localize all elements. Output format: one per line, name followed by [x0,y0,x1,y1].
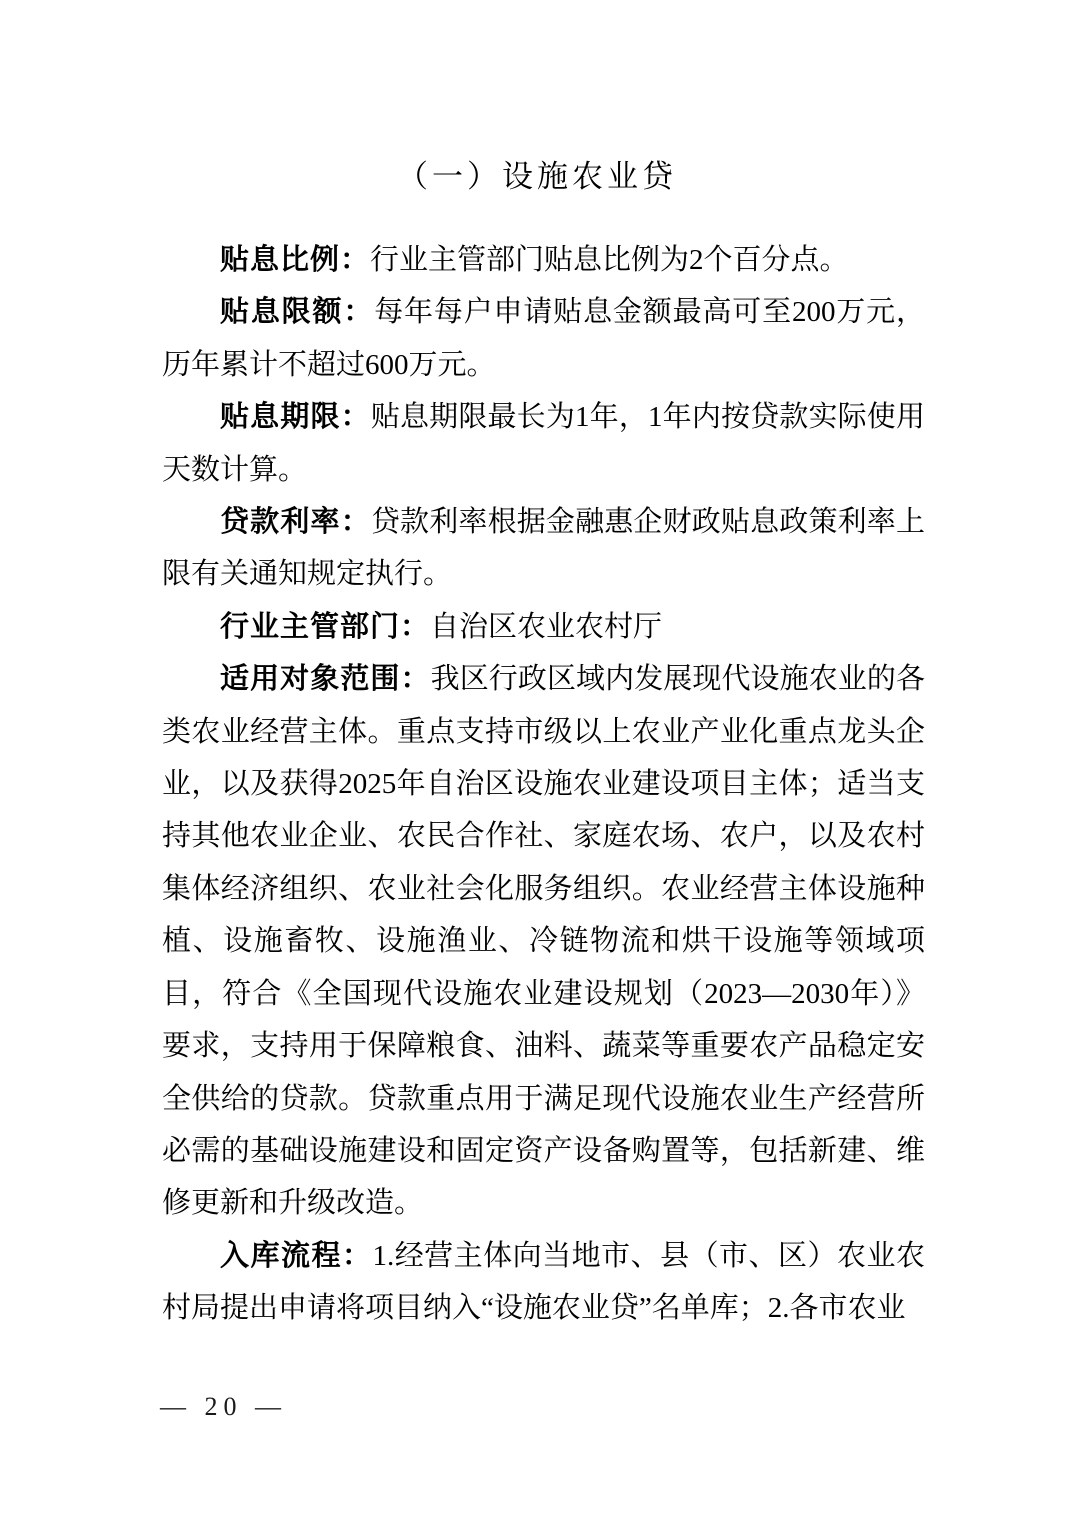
paragraph-label: 适用对象范围： [220,663,431,696]
paragraph-loan-rate [162,496,925,601]
paragraph-label: 贴息限额： [220,296,375,329]
paragraph-subsidy-limit [162,286,925,391]
paragraph-text: 我区行政区域内发展现代设施农业的各类农业经营主体。重点支持市级以上农业产业化重点龙头企业，以及获得2025年自治区设施农业建设项目主体；适当支持其他农业企业、农民合作社、家庭农场、农户，以及农村集体经济组织、农业社会化服务组织。农业经营主体设施种植、设施畜牧、设施渔业、冷链物流和烘干设施等领域项目，符合《全国现代设施农业建设规划（2023—2030年）》要求，支持用于保障粮食、油料、蔬菜等重要农产品稳定安全供给的贷款。贷款重点用于满足现代设施农业生产经营所必需的基础设施建设和固定资产设备购置等，包括新建、维修更新和升级改造。 [162,663,925,1220]
paragraph-text: 贷款利率根据金融惠企财政贴息政策利率上限有关通知规定执行。 [162,506,925,591]
paragraph-subsidy-term [162,391,925,496]
paragraph-label: 入库流程： [220,1239,373,1272]
page-title: （一）设施农业贷 [397,158,677,194]
paragraph-text: 每年每户申请贴息金额最高可至200万元，历年累计不超过600万元。 [162,296,925,381]
paragraph-text: 行业主管部门贴息比例为2个百分点。 [370,244,849,276]
document-body [162,234,925,1335]
paragraph-text: 1.经营主体向当地市、县（市、区）农业农村局提出申请将项目纳入“设施农业贷”名单库；2.各市农业 [162,1239,925,1325]
paragraph-applicable-scope [162,653,925,1229]
paragraph-label: 贴息比例： [220,244,371,276]
paragraph-label: 贴息期限： [220,401,371,434]
paragraph-label: 贷款利率： [220,506,371,539]
paragraph-text: 自治区农业农村厅 [430,610,663,643]
paragraph-registration-process [162,1230,925,1335]
paragraph-label: 行业主管部门： [220,610,431,643]
page-number: — 20 — [160,1392,287,1421]
paragraph-text: 贴息期限最长为1年，1年内按贷款实际使用天数计算。 [162,401,925,486]
paragraph-subsidy-ratio [162,234,925,286]
paragraph-supervising-department [162,601,925,653]
